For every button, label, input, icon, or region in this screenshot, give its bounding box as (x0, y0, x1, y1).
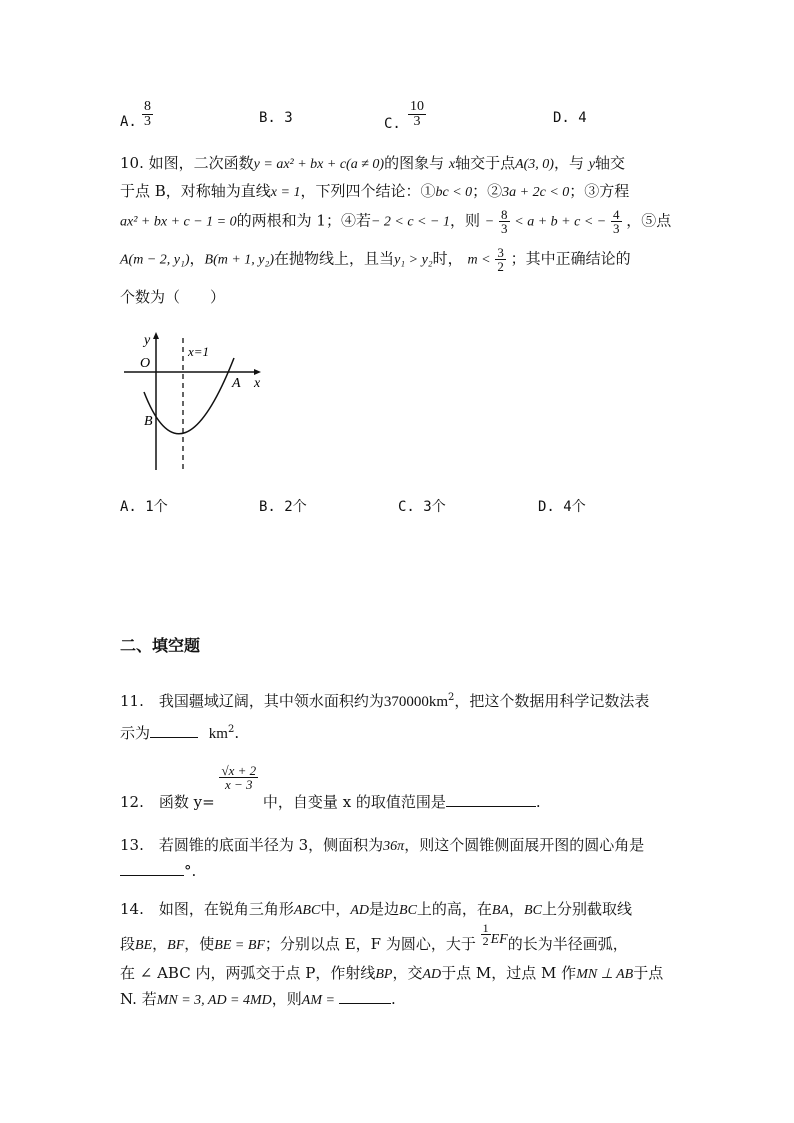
function-expression: y = ax² + bx + c(a ≠ 0) (253, 157, 385, 172)
q10-option-d: D. 4个 (538, 499, 586, 515)
option-c-label: C. (384, 116, 401, 132)
q10-line-3: ax² + bx + c − 1 = 0的两根和为 1；④若− 2 < c < − 1，则 − $\frac{8}{3}$ < a + b + c < − $\frac{4}{3}$ ，⑤点 (120, 207, 672, 236)
q11-line-1: 11. 我国疆域辽阔，其中领水面积约为$370000km^2$，把这个数据用科学记数法表 (120, 692, 650, 710)
function-fraction: $\frac{√x + 2}{x - 3}$ (221, 763, 257, 792)
parabola-curve (144, 358, 234, 434)
symmetry-axis-label: x=1 (188, 344, 210, 359)
q10-line-1: 10. 如图，二次函数y = ax² + bx + c(a ≠ 0)的图象与 x轴交于点A(3, 0)，与 y轴交 (120, 154, 626, 172)
q10-line-4: A(m − 2, y₁)，B(m + 1, y₂)在抛物线上，且当y₁ > y₂时， m < $\frac{3}{2}$ ；其中正确结论的 (120, 245, 631, 274)
q12-line: 12. 函数 y= $\frac{√x + 2}{x - 3}$ 中，自变量 x 的取值范围是 . (120, 763, 541, 811)
option-a-label: A. (120, 114, 137, 130)
fraction-8-3: $\frac{8}{3}$ (501, 207, 508, 236)
option-d: D. 4 (553, 110, 587, 126)
answer-blank-13 (120, 875, 184, 876)
section-title: 二、填空题 (120, 636, 201, 655)
area-value: 370000km (383, 694, 449, 710)
answer-blank-12 (446, 806, 536, 807)
q10-line-5: 个数为（ ） (120, 288, 226, 306)
q10-option-c: C. 3个 (398, 499, 446, 515)
q13-line-1: 13. 若圆锥的底面半径为 3，侧面积为36π，则这个圆锥侧面展开图的圆心角是 (120, 836, 645, 854)
option-a-fraction: $\frac{8}{3}$ (144, 99, 151, 129)
y-axis-arrow (153, 332, 159, 339)
q14-line-2: 段BE，BF，使BE = BF；分别以点 E，F 为圆心，大于 $\frac{1}{2}$ EF的长为半径画弧， (120, 921, 628, 953)
option-c-fraction: $\frac{10}{3}$ (410, 99, 424, 129)
q10-option-b: B. 2个 (259, 499, 307, 515)
fraction-3-2: $\frac{3}{2}$ (497, 245, 504, 274)
x-axis-arrow (254, 369, 261, 375)
q10-line-2: 于点 B，对称轴为直线x = 1，下列四个结论：①bc < 0；②3a + 2c < 0；③方程 (120, 182, 630, 200)
q10-option-a: A. 1个 (120, 499, 168, 515)
q14-line-3: 在 ∠ ABC 内，两弧交于点 P，作射线BP，交AD于点 M，过点 M 作MN ⊥ AB于点 (120, 964, 664, 982)
q11-line-2: 示为 $km^2$. (120, 724, 240, 742)
option-b: B. 3 (259, 110, 293, 126)
q9-options (120, 100, 720, 136)
x-axis-label: x (254, 376, 261, 391)
q14-line-1: 14. 如图，在锐角三角形ABC中，AD是边BC上的高，在BA，BC上分别截取线 (120, 900, 632, 918)
answer-blank-14 (339, 1003, 391, 1004)
q13-line-2: °. (120, 862, 196, 880)
y-axis-label: y (144, 333, 151, 348)
fraction-1-2: $\frac{1}{2}$ (482, 921, 489, 948)
parabola-graph (118, 330, 268, 472)
q14-line-4: N. 若MN = 3, AD = 4MD，则AM = . (120, 990, 396, 1008)
point-b-label: B (144, 414, 153, 429)
answer-blank-11 (150, 737, 198, 738)
fraction-4-3: $\frac{4}{3}$ (613, 207, 620, 236)
point-a-coord: A(3, 0) (515, 157, 554, 172)
point-a-label: A (232, 376, 241, 391)
origin-label: O (140, 356, 151, 371)
